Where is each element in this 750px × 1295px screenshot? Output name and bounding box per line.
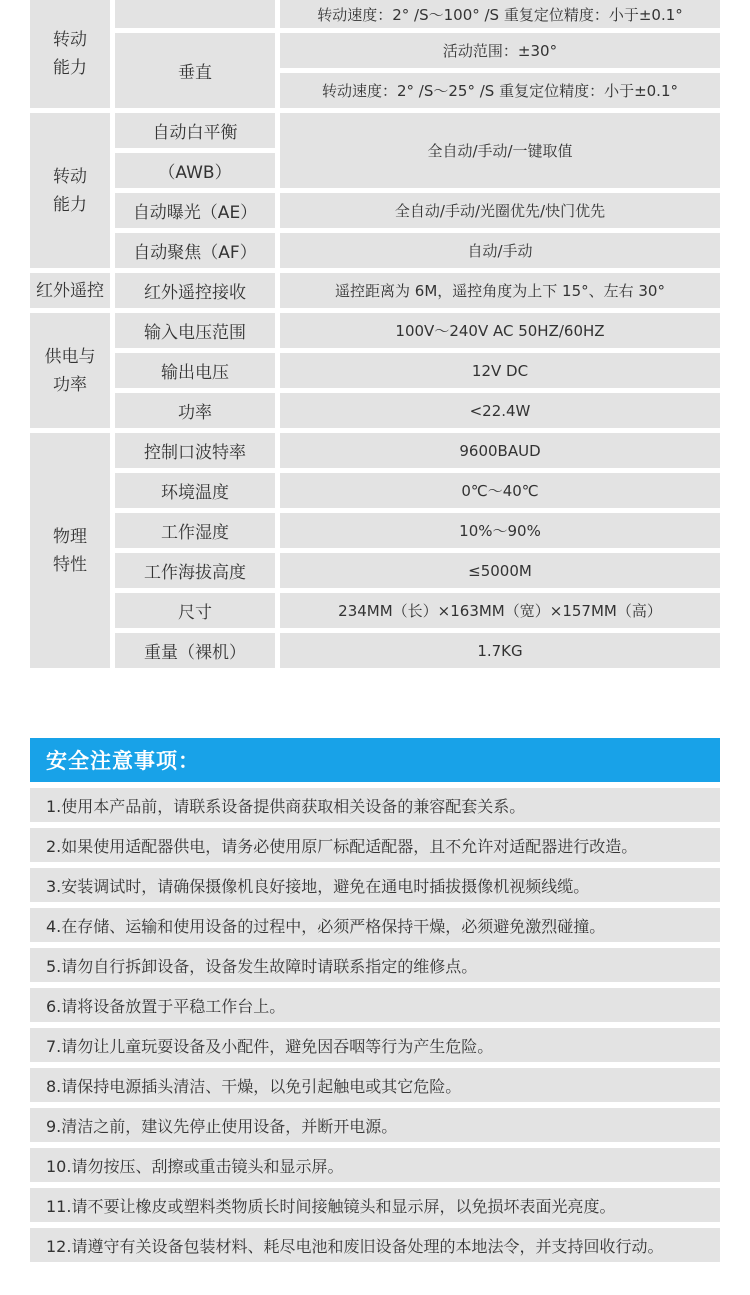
param-cell: 环境温度 — [115, 473, 275, 508]
value-cell: ≤5000M — [280, 553, 720, 588]
param-cell: 控制口波特率 — [115, 433, 275, 468]
param-cell — [115, 0, 275, 28]
safety-item: 7.请勿让儿童玩耍设备及小配件，避免因吞咽等行为产生危险。 — [30, 1028, 720, 1062]
group-label-line1: 物理 — [53, 526, 87, 547]
value-cell: 全自动/手动/一键取值 — [280, 113, 720, 188]
param-cell: 重量（裸机） — [115, 633, 275, 668]
param-cell: 输出电压 — [115, 353, 275, 388]
group-rotation-1 — [30, 0, 110, 108]
value-cell: 0℃～40℃ — [280, 473, 720, 508]
param-cell: 自动聚焦（AF） — [115, 233, 275, 268]
value-cell: 100V～240V AC 50HZ/60HZ — [280, 313, 720, 348]
safety-header: 安全注意事项： — [30, 738, 720, 782]
value-cell: 12V DC — [280, 353, 720, 388]
value-cell: 遥控距离为 6M，遥控角度为上下 15°、左右 30° — [280, 273, 720, 308]
param-cell: 垂直 — [115, 33, 275, 108]
group-label-line2: 特性 — [53, 554, 87, 575]
safety-item: 10.请勿按压、刮擦或重击镜头和显示屏。 — [30, 1148, 720, 1182]
param-cell: 尺寸 — [115, 593, 275, 628]
value-cell: 转动速度：2° /S～25° /S 重复定位精度：小于±0.1° — [280, 73, 720, 108]
value-cell: 10%～90% — [280, 513, 720, 548]
safety-item: 5.请勿自行拆卸设备，设备发生故障时请联系指定的维修点。 — [30, 948, 720, 982]
safety-item: 12.请遵守有关设备包装材料、耗尽电池和废旧设备处理的本地法令，并支持回收行动。 — [30, 1228, 720, 1262]
param-cell: 工作湿度 — [115, 513, 275, 548]
value-cell: 234MM（长）×163MM（宽）×157MM（高） — [280, 593, 720, 628]
safety-item: 8.请保持电源插头清洁、干燥，以免引起触电或其它危险。 — [30, 1068, 720, 1102]
value-cell: 活动范围：±30° — [280, 33, 720, 68]
param-cell: 自动曝光（AE） — [115, 193, 275, 228]
group-rotation-2 — [30, 113, 110, 268]
group-label-line1: 转动 — [53, 166, 87, 187]
param-cell: 红外遥控接收 — [115, 273, 275, 308]
group-power — [30, 313, 110, 428]
safety-item: 4.在存储、运输和使用设备的过程中，必须严格保持干燥，必须避免激烈碰撞。 — [30, 908, 720, 942]
param-cell: （AWB） — [115, 153, 275, 188]
param-cell: 自动白平衡 — [115, 113, 275, 148]
safety-item: 11.请不要让橡皮或塑料类物质长时间接触镜头和显示屏，以免损坏表面光亮度。 — [30, 1188, 720, 1222]
group-label-line1: 转动 — [53, 30, 87, 50]
safety-item: 3.安装调试时，请确保摄像机良好接地，避免在通电时插拔摄像机视频线缆。 — [30, 868, 720, 902]
group-infrared-remote — [30, 273, 110, 308]
value-cell: 9600BAUD — [280, 433, 720, 468]
group-label-line2: 能力 — [53, 58, 87, 78]
safety-item: 6.请将设备放置于平稳工作台上。 — [30, 988, 720, 1022]
safety-item: 2.如果使用适配器供电，请务必使用原厂标配适配器，且不允许对适配器进行改造。 — [30, 828, 720, 862]
safety-item: 1.使用本产品前，请联系设备提供商获取相关设备的兼容配套关系。 — [30, 788, 720, 822]
safety-item: 9.清洁之前，建议先停止使用设备，并断开电源。 — [30, 1108, 720, 1142]
group-label-line1: 供电与 — [44, 346, 96, 367]
param-cell: 工作海拔高度 — [115, 553, 275, 588]
value-cell: <22.4W — [280, 393, 720, 428]
value-cell: 转动速度：2° /S～100° /S 重复定位精度：小于±0.1° — [280, 0, 720, 28]
value-cell: 自动/手动 — [280, 233, 720, 268]
group-label-line2: 能力 — [53, 194, 87, 215]
value-cell: 全自动/手动/光圈优先/快门优先 — [280, 193, 720, 228]
group-physical — [30, 433, 110, 668]
group-label-line1: 红外遥控 — [36, 280, 104, 301]
group-label-line2: 功率 — [53, 374, 87, 395]
param-cell: 功率 — [115, 393, 275, 428]
value-cell: 1.7KG — [280, 633, 720, 668]
param-cell: 输入电压范围 — [115, 313, 275, 348]
